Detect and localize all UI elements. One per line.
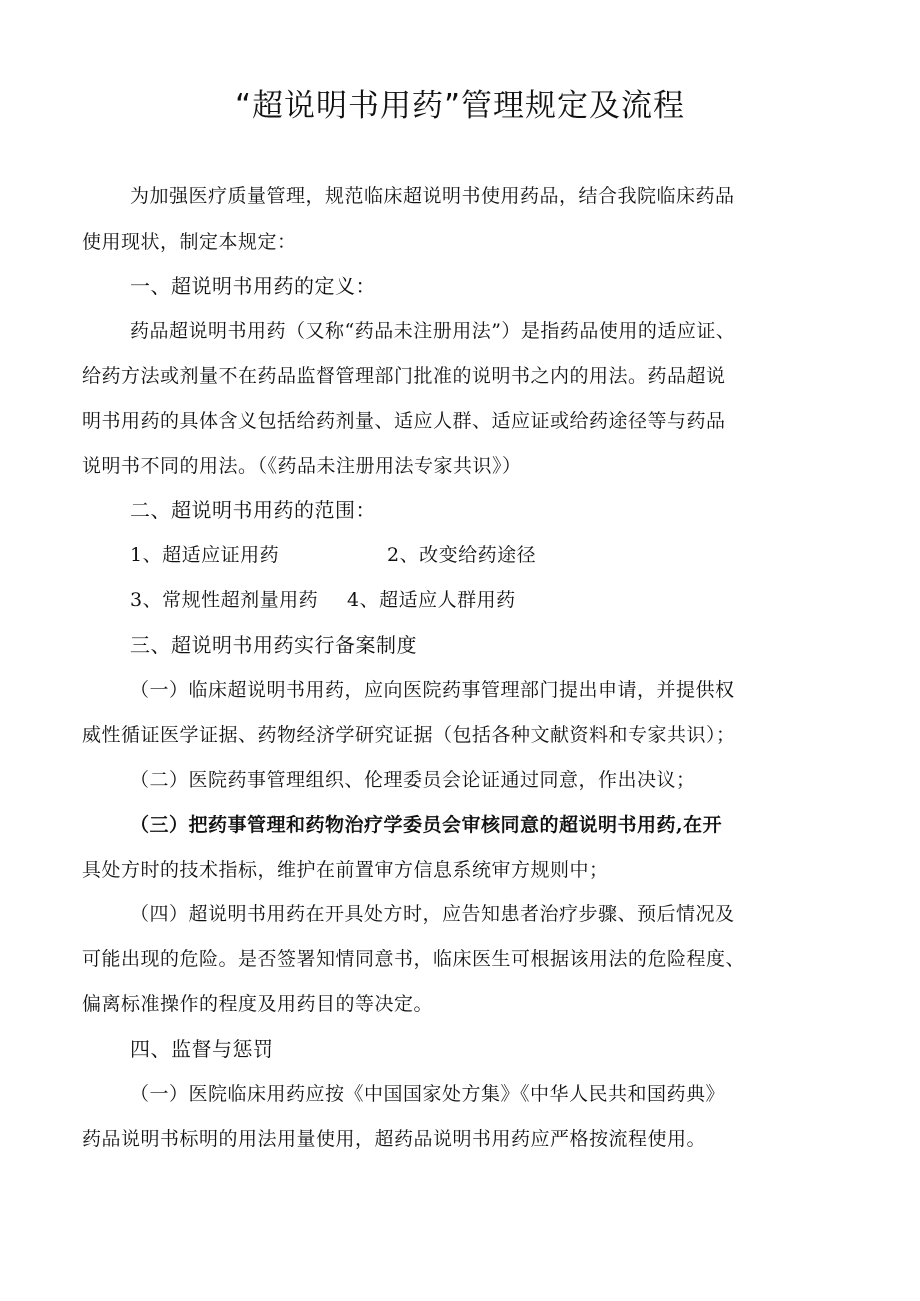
section-4-line-1: （一）医院临床用药应按《中国国家处方集》《中华人民共和国药典》 bbox=[130, 1083, 726, 1105]
section-3-line-8: 偏离标准操作的程度及用药目的等决定。 bbox=[82, 993, 434, 1015]
intro-line-1: 为加强医疗质量管理，规范临床超说明书使用药品，结合我院临床药品 bbox=[130, 185, 735, 207]
section-1-line-2: 给药方法或剂量不在药品监督管理部门批准的说明书之内的用法。药品超说 bbox=[82, 365, 726, 387]
section-1-line-4: 说明书不同的用法。（《药品未注册用法专家共识》） bbox=[82, 455, 522, 477]
section-3-line-6: （四）超说明书用药在开具处方时，应告知患者治疗步骤、预后情况及 bbox=[130, 903, 735, 925]
document-title: “超说明书用药”管理规定及流程 bbox=[234, 88, 686, 124]
section-4-heading: 四、监督与惩罚 bbox=[130, 1037, 274, 1061]
scope-item-2: 2、改变给药途径 bbox=[387, 544, 537, 566]
section-3-line-7: 可能出现的危险。是否签署知情同意书，临床医生可根据该用法的危险程度、 bbox=[82, 948, 746, 970]
section-1-heading: 一、超说明书用药的定义： bbox=[130, 274, 376, 298]
section-1-line-1: 药品超说明书用药（又称“药品未注册用法”）是指药品使用的适应证、 bbox=[130, 320, 736, 342]
scope-item-4: 4、超适应人群用药 bbox=[347, 589, 516, 611]
section-3-line-3: （二）医院药事管理组织、伦理委员会论证通过同意，作出决议； bbox=[130, 769, 696, 791]
section-2-heading: 二、超说明书用药的范围： bbox=[130, 498, 376, 522]
section-3-heading: 三、超说明书用药实行备案制度 bbox=[130, 633, 417, 657]
section-3-line-1: （一）临床超说明书用药，应向医院药事管理部门提出申请，并提供权 bbox=[130, 679, 735, 701]
section-3-line-4: （三）把药事管理和药物治疗学委员会审核同意的超说明书用药,在开 bbox=[130, 814, 723, 836]
section-3-line-5: 具处方时的技术指标，维护在前置审方信息系统审方规则中； bbox=[82, 859, 609, 881]
scope-item-3: 3、常规性超剂量用药 bbox=[130, 589, 319, 611]
intro-line-2: 使用现状，制定本规定： bbox=[82, 231, 297, 253]
section-4-line-2: 药品说明书标明的用法用量使用，超药品说明书用药应严格按流程使用。 bbox=[82, 1128, 707, 1150]
section-1-line-3: 明书用药的具体含义包括给药剂量、适应人群、适应证或给药途径等与药品 bbox=[82, 410, 726, 432]
scope-item-1: 1、超适应证用药 bbox=[130, 544, 280, 566]
section-3-line-2: 威性循证医学证据、药物经济学研究证据（包括各种文献资料和专家共识）； bbox=[82, 724, 736, 746]
